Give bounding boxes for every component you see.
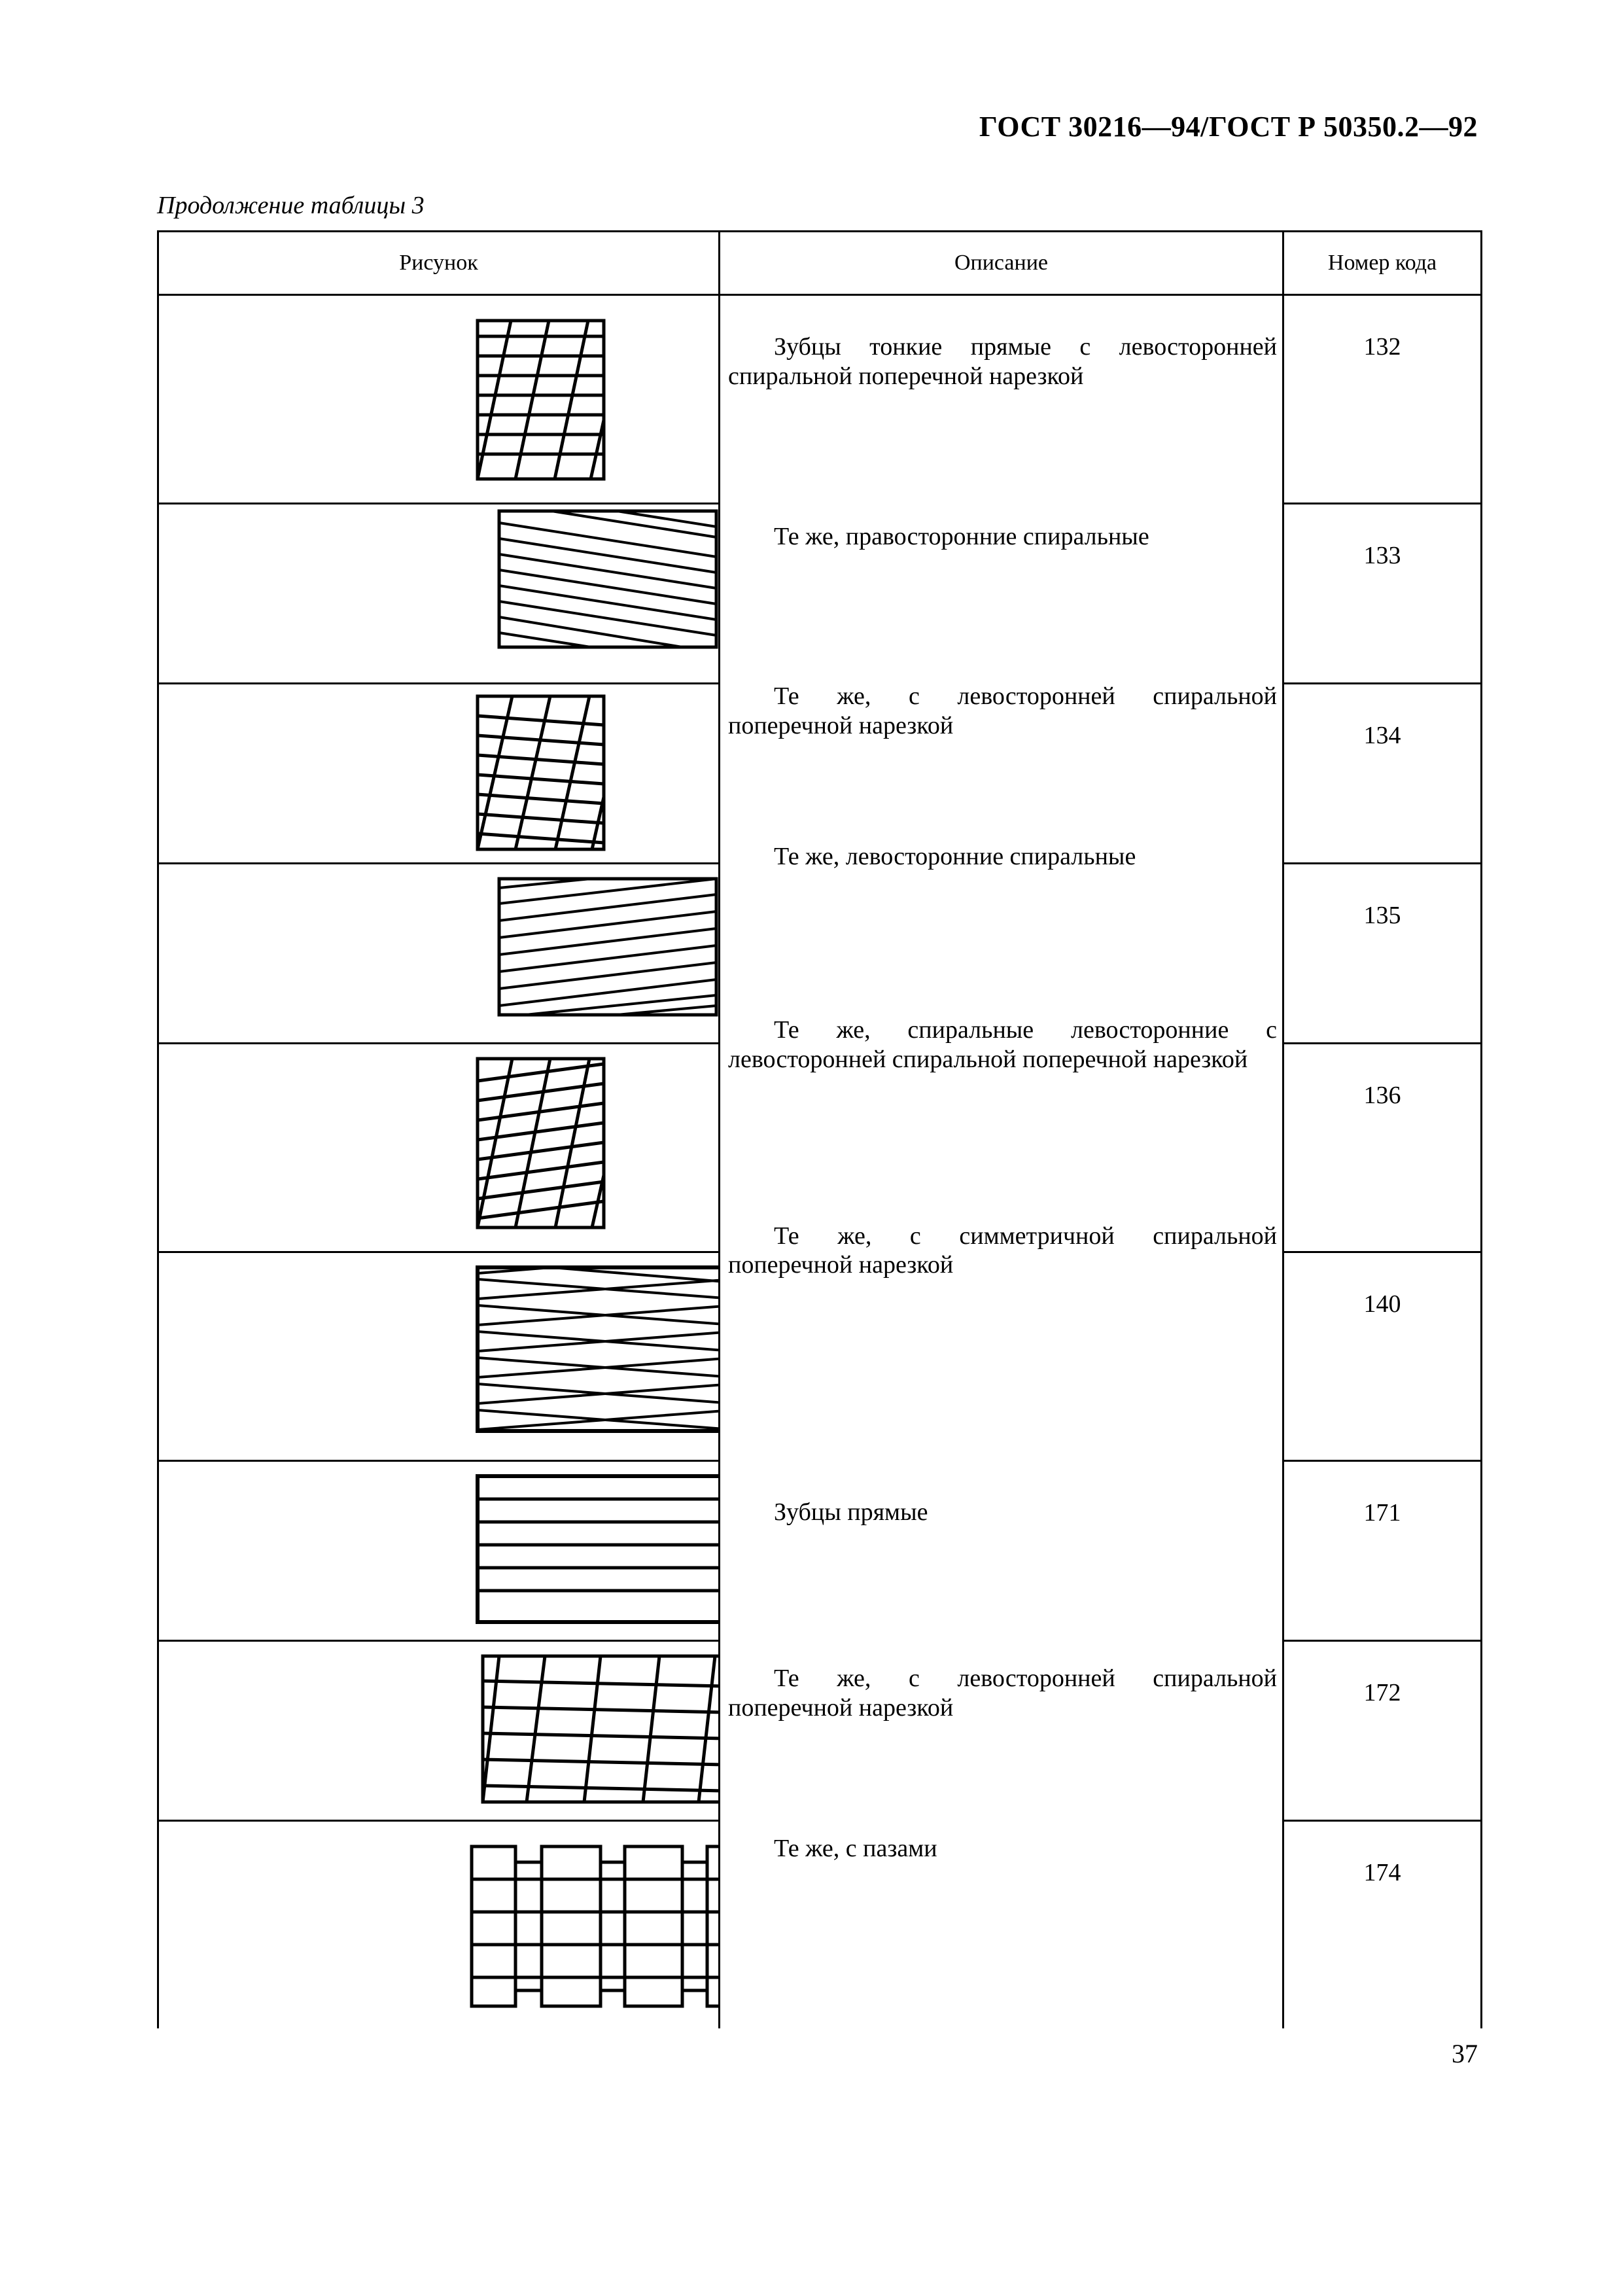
code-value: 136 <box>1363 1082 1401 1109</box>
description-text: Те же, с пазами <box>774 1834 937 1862</box>
picture-cell <box>158 864 720 1044</box>
column-header-code: Номер кода <box>1283 232 1482 295</box>
page-number: 37 <box>1452 2039 1478 2068</box>
picture-cell <box>158 1461 720 1641</box>
column-header-description: Описание <box>720 232 1283 295</box>
knurl-straight-left-spiral-cross-icon <box>159 1642 720 1820</box>
code-cell <box>1283 1641 1482 1821</box>
code-cell <box>1283 1821 1482 2029</box>
knurl-right-spiral-icon <box>159 504 720 682</box>
description-text: Те же, с левосторонней спиральной поперечной нарезкой <box>728 682 1277 740</box>
description-text: Те же, с левосторонней спиральной поперечной нарезкой <box>728 1665 1277 1722</box>
code-cell <box>1283 1461 1482 1641</box>
code-value: 132 <box>1363 333 1401 361</box>
code-value: 171 <box>1363 1499 1401 1527</box>
code-cell <box>1283 684 1482 864</box>
document-header: ГОСТ 30216—94/ГОСТ Р 50350.2—92 <box>979 111 1478 143</box>
code-cell <box>1283 1252 1482 1461</box>
table-row <box>158 1461 1482 1641</box>
knurl-left-spiral-cross-icon <box>159 296 720 503</box>
knurl-crosshatch-icon <box>159 1253 720 1460</box>
code-value: 172 <box>1363 1679 1401 1706</box>
picture-cell <box>158 1252 720 1461</box>
description-text: Те же, спиральные левосторонние с левосторонней спиральной поперечной нарезкой <box>728 1016 1277 1073</box>
knurl-straight-icon <box>159 1462 720 1640</box>
code-value: 134 <box>1363 722 1401 749</box>
picture-cell <box>158 1641 720 1821</box>
table-header-row <box>158 232 1482 295</box>
code-cell <box>1283 1044 1482 1252</box>
knurl-left-spiral-spiral-cross-icon <box>159 1044 720 1251</box>
picture-cell <box>158 295 720 504</box>
code-value: 133 <box>1363 542 1401 569</box>
description-text: Те же, с симметричной спиральной поперечной нарезкой <box>728 1222 1277 1279</box>
code-value: 140 <box>1363 1290 1401 1318</box>
code-cell <box>1283 864 1482 1044</box>
description-text: Зубцы тонкие прямые с левосторонней спиральной поперечной нарезкой <box>728 333 1277 390</box>
table-caption: Продолжение таблицы 3 <box>157 192 425 219</box>
picture-cell <box>158 684 720 864</box>
picture-cell <box>158 1821 720 2029</box>
knurl-left-spiral-cross-icon <box>159 684 720 862</box>
description-cell <box>720 295 1283 1461</box>
description-text: Те же, левосторонние спиральные <box>774 843 1136 871</box>
picture-cell <box>158 1044 720 1252</box>
description-text: Зубцы прямые <box>774 1498 928 1526</box>
code-table <box>157 230 1482 2028</box>
table-row <box>158 295 1482 504</box>
code-cell <box>1283 295 1482 504</box>
picture-cell <box>158 504 720 684</box>
code-value: 174 <box>1363 1859 1401 1886</box>
knurl-left-spiral-icon <box>159 864 720 1042</box>
code-value: 135 <box>1363 902 1401 929</box>
column-header-picture: Рисунок <box>158 232 720 295</box>
knurl-grooved-icon <box>159 1822 720 2028</box>
code-cell <box>1283 504 1482 684</box>
description-cell <box>720 1461 1283 2029</box>
description-text: Те же, правосторонние спиральные <box>774 522 1149 550</box>
